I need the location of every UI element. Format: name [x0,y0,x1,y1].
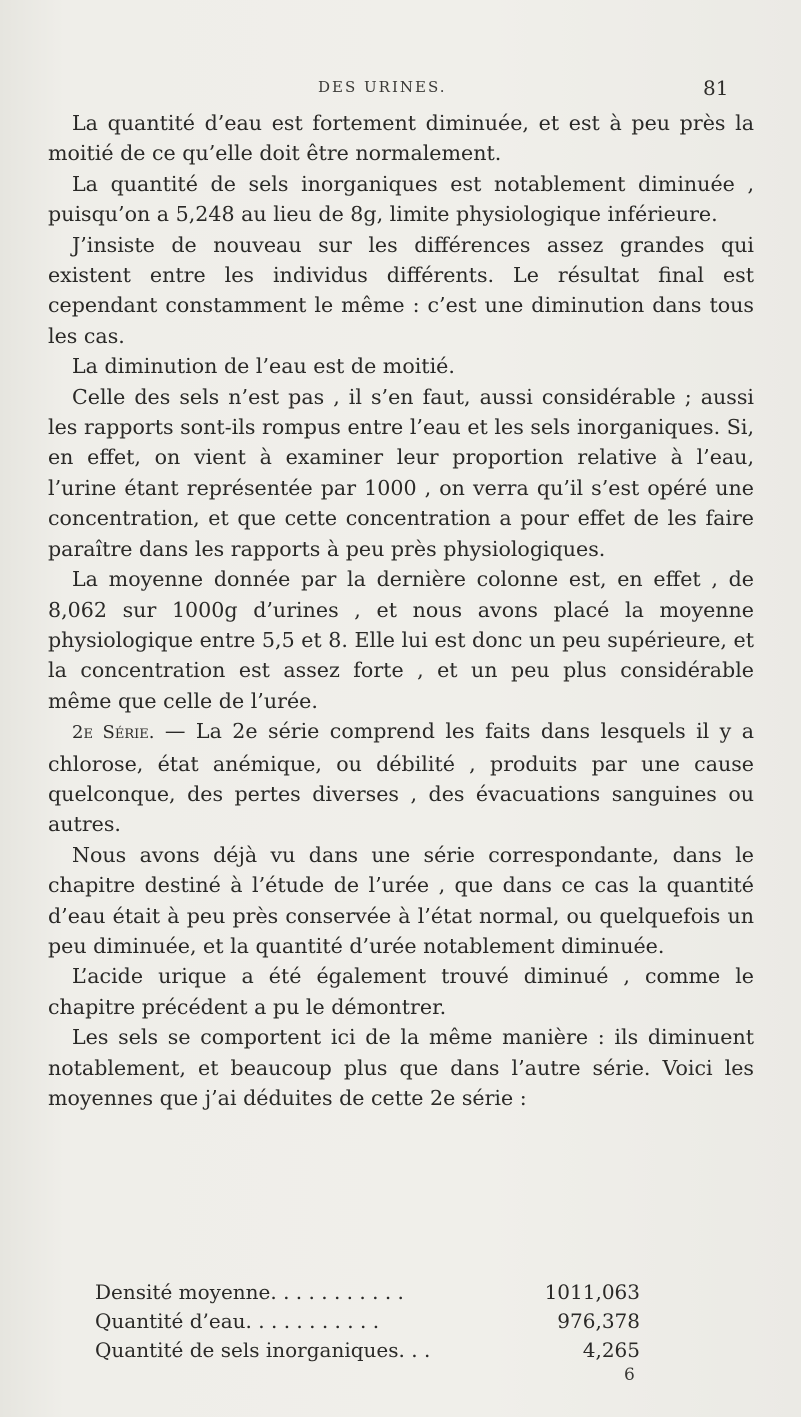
paragraph: L’acide urique a été également trouvé diminué , comme le chapitre précédent a pu le démontrer. [48,964,754,1019]
running-title: DES URINES. [318,78,447,96]
average-label: Quantité de sels inorganiques. . . [95,1338,431,1362]
averages-table [95,1278,640,1365]
paragraph: La moyenne donnée par la dernière colonne est, en effet , de 8,062 sur 1000g d’urines , et nous avons placé la moyenne physiologique entre 5,5 et 8. Elle lui est donc un peu supérieure, et la concentration est assez forte , et un peu plus considérable même que celle de l’urée. [48,567,754,713]
average-value: 4,265 [582,1338,640,1362]
paragraph: J’insiste de nouveau sur les différences assez grandes qui existent entre les individus différents. Le résultat final est cependant constamment le même : c’est une diminution dans tous les cas. [48,232,754,348]
paragraph: Nous avons déjà vu dans une série correspondante, dans le chapitre destiné à l’étude de l’urée , que dans ce cas la quantité d’eau était à peu près conservée à l’état normal, ou quelquefois un peu diminuée, et la quantité d’urée notablement diminuée. [48,842,754,958]
average-row [95,1336,640,1365]
page-number: 81 [703,76,729,100]
paragraph: La quantité d’eau est fortement diminuée, et est à peu près la moitié de ce qu’elle doit être normalement. [48,111,754,166]
average-row [95,1278,640,1307]
paragraph: La diminution de l’eau est de moitié. [72,354,455,379]
average-row [95,1307,640,1336]
body-text [48,108,754,1113]
running-head [0,76,801,106]
serie-heading: 2e Série. [72,722,155,744]
paragraph: Celle des sels n’est pas , il s’en faut, aussi considérable ; aussi les rapports sont-ils rompus entre l’eau et les sels inorganiques. Si, en effet, on vient à examiner leur proportion relative à l’eau, l’urine étant représentée par 1000 , on verra qu’il s’est opéré une concentration, et que cette concentration a pour effet de les faire paraître dans les rapports à peu près physiologiques. [48,384,754,561]
serie-paragraph [48,716,754,840]
paragraph: La quantité de sels inorganiques est notablement diminuée , puisqu’on a 5,248 au lieu de 8g, limite physiologique inférieure. [48,171,754,227]
signature-mark: 6 [624,1365,635,1385]
serie-text: — La 2e série comprend les faits dans lesquels il y a chlorose, état anémique, ou débilité , produits par une cause quelconque, des pertes diverses , des évacuations sanguines ou autres. [48,719,754,837]
average-label: Densité moyenne. . . . . . . . . . . [95,1280,404,1304]
paragraph: Les sels se comportent ici de la même manière : ils diminuent notablement, et beaucoup plus que dans l’autre série. Voici les moyennes que j’ai déduites de cette 2e série : [48,1025,754,1110]
average-label: Quantité d’eau. . . . . . . . . . . [95,1309,380,1333]
average-value: 1011,063 [544,1280,640,1304]
average-value: 976,378 [557,1309,640,1333]
